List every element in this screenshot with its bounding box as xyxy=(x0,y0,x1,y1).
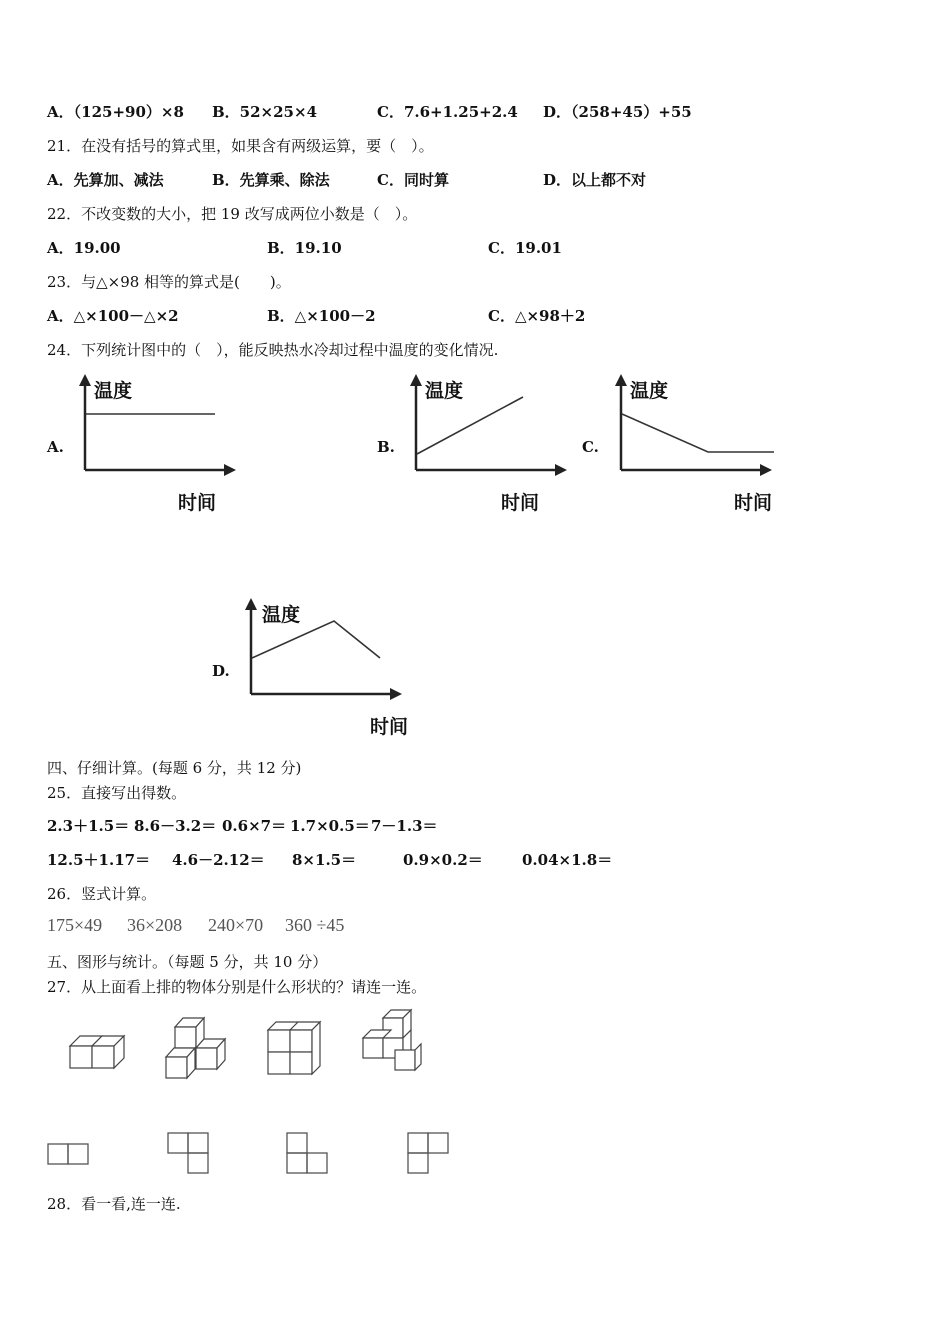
graph-a xyxy=(70,372,240,517)
q20-option-c: C．7.6+1.25+2.4 xyxy=(377,103,518,121)
cube-figure-3 xyxy=(260,1012,330,1082)
q24-stem: 24．下列统计图中的（ ），能反映热水冷却过程中温度的变化情况. xyxy=(47,341,499,359)
q25-calc: 4.6－2.12＝ xyxy=(172,851,265,869)
cube-figure-4 xyxy=(355,1004,430,1079)
q25-calc: 0.04×1.8＝ xyxy=(522,851,613,869)
graph-d xyxy=(236,596,411,741)
graph-c-y-axis-label: 温度 xyxy=(630,380,669,402)
cube-figure-1 xyxy=(62,1022,132,1082)
q22-option-a: A．19.00 xyxy=(47,239,121,257)
section-4-title: 四、仔细计算。(每题 6 分，共 12 分) xyxy=(47,759,302,777)
graph-c-x-axis-label: 时间 xyxy=(734,492,773,514)
graph-a-y-axis-label: 温度 xyxy=(94,380,133,402)
top-view-shape-4 xyxy=(406,1131,454,1177)
graph-b-x-axis-label: 时间 xyxy=(501,492,540,514)
section-5-title: 五、图形与统计。（每题 5 分，共 10 分） xyxy=(47,953,328,971)
q21-stem: 21．在没有括号的算式里，如果含有两级运算，要（ ）。 xyxy=(47,137,434,155)
q23-option-c: C．△×98＋2 xyxy=(488,307,586,325)
q25-calc: 0.6×7＝ xyxy=(222,817,287,835)
q22-stem: 22．不改变数的大小，把 19 改写成两位小数是（ ）。 xyxy=(47,205,418,223)
q20-option-a: A．（125+90）×8 xyxy=(47,103,184,121)
graph-a-label: A. xyxy=(47,438,64,456)
q27-stem: 27．从上面看上排的物体分别是什么形状的？请连一连。 xyxy=(47,978,427,996)
q25-calc: 0.9×0.2＝ xyxy=(403,851,483,869)
graph-b-y-axis-label: 温度 xyxy=(425,380,464,402)
graph-a-x-axis-label: 时间 xyxy=(178,492,217,514)
q23-stem: 23．与△×98 相等的算式是( )。 xyxy=(47,273,291,291)
graph-b xyxy=(401,372,571,517)
cube-figure-2 xyxy=(158,1012,233,1084)
q25-calc: 12.5＋1.17＝ xyxy=(47,851,151,869)
q21-option-a: A．先算加、减法 xyxy=(47,171,164,189)
q25-calc: 8×1.5＝ xyxy=(292,851,357,869)
q21-option-b: B．先算乘、除法 xyxy=(212,171,330,189)
q22-option-b: B．19.10 xyxy=(267,239,342,257)
q23-option-b: B．△×100－2 xyxy=(267,307,376,325)
graph-c-label: C. xyxy=(582,438,599,456)
q20-option-d: D．（258+45）+55 xyxy=(543,103,692,121)
q25-calc: 8.6－3.2＝ xyxy=(134,817,217,835)
top-view-shape-1 xyxy=(46,1140,94,1170)
q25-calc: 1.7×0.5＝ xyxy=(290,817,370,835)
q26-stem: 26．竖式计算。 xyxy=(47,885,157,903)
graph-d-label: D. xyxy=(212,662,230,680)
q21-option-c: C．同时算 xyxy=(377,171,449,189)
q25-stem: 25．直接写出得数。 xyxy=(47,784,187,802)
q26-item: 36×208 xyxy=(127,915,183,935)
top-view-shape-3 xyxy=(285,1131,333,1177)
q26-item: 175×49 xyxy=(47,915,103,935)
q26-item: 240×70 xyxy=(208,915,264,935)
q25-calc: 7－1.3＝ xyxy=(371,817,438,835)
top-view-shape-2 xyxy=(166,1131,214,1177)
q26-item: 360 ÷45 xyxy=(285,915,345,935)
q28-stem: 28．看一看,连一连. xyxy=(47,1195,181,1213)
graph-b-label: B. xyxy=(377,438,395,456)
graph-d-x-axis-label: 时间 xyxy=(370,716,409,738)
q23-option-a: A．△×100－△×2 xyxy=(47,307,179,325)
q20-option-b: B．52×25×4 xyxy=(212,103,318,121)
q21-option-d: D．以上都不对 xyxy=(543,171,647,189)
q25-calc: 2.3＋1.5＝ xyxy=(47,817,130,835)
q22-option-c: C．19.01 xyxy=(488,239,562,257)
graph-d-y-axis-label: 温度 xyxy=(262,604,301,626)
graph-c xyxy=(606,372,786,517)
